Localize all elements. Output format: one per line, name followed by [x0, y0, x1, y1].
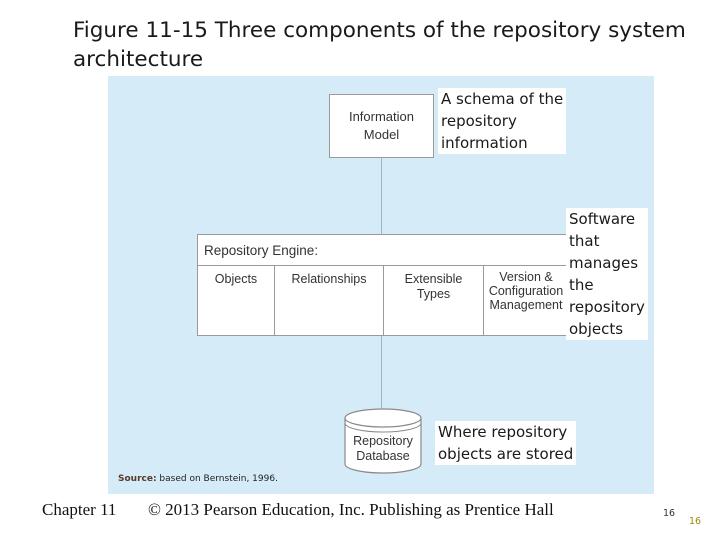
slide-title: Figure 11-15 Three components of the repository system architecture	[73, 18, 686, 72]
footer-chapter: Chapter 11	[42, 500, 117, 519]
source-text: based on Bernstein, 1996.	[156, 474, 278, 484]
information-model-label: Information Model	[348, 109, 415, 142]
annotation-information-model: A schema of the repository information	[438, 88, 566, 154]
connector-engine-database	[381, 336, 382, 410]
repository-engine-title: Repository Engine:	[198, 235, 566, 266]
repository-database-cylinder	[344, 408, 422, 474]
repository-database-label: Repository Database	[353, 434, 413, 463]
page-number-accent: 16	[689, 516, 702, 527]
information-model-box	[329, 94, 434, 158]
repository-engine-box	[197, 234, 567, 336]
engine-component-objects: Objects	[214, 272, 258, 286]
source-label: Source:	[118, 474, 157, 484]
engine-component-version-config: Version & Configuration Management	[483, 266, 568, 335]
page-number: 16	[663, 508, 676, 519]
engine-component-extensible-types: Extensible Types	[383, 266, 483, 335]
annotation-repository-database: Where repository objects are stored	[435, 421, 576, 465]
footer-copyright: © 2013 Pearson Education, Inc. Publishing as Prentice Hall	[148, 500, 554, 519]
connector-model-engine	[381, 158, 382, 234]
engine-component-relationships: Relationships	[274, 266, 383, 335]
architecture-diagram	[108, 76, 654, 494]
annotation-repository-engine: Software that manages the repository objects	[566, 208, 648, 340]
figure-source-note	[118, 474, 278, 484]
